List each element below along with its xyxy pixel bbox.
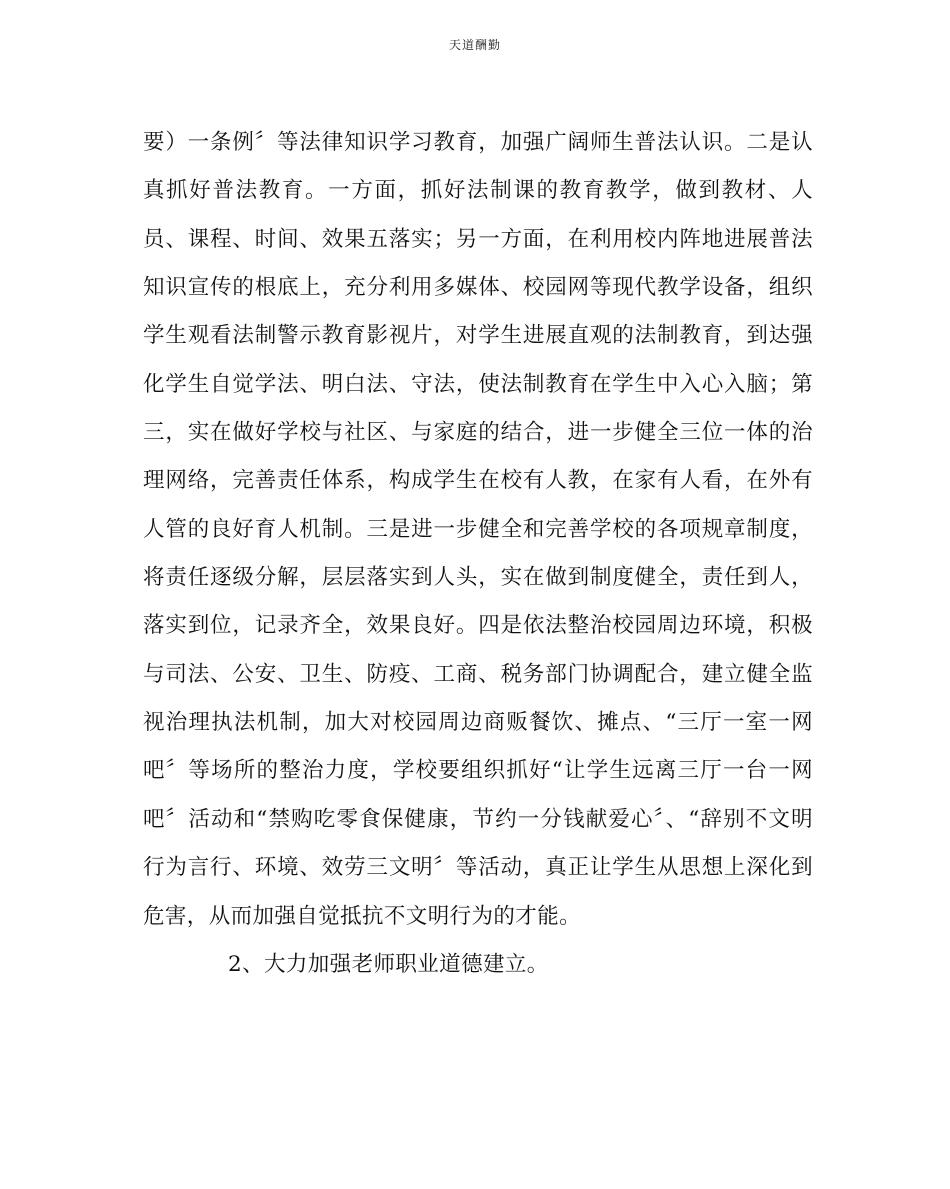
- paragraph-line: 吧〞等场所的整治力度，学校要组织抓好“让学生远离三厅一台一网: [143, 758, 813, 784]
- paragraph-line: 三，实在做好学校与社区、与家庭的结合，进一步健全三位一体的治: [143, 420, 813, 446]
- paragraph-line: 人管的良好育人机制。三是进一步健全和完善学校的各项规章制度，: [143, 516, 813, 542]
- paragraph-line: 化学生自觉学法、明白法、守法，使法制教育在学生中入心入脑；第: [143, 371, 813, 397]
- paragraph-line: 视治理执法机制，加大对校园周边商贩餐饮、摊点、“三厅一室一网: [143, 710, 813, 736]
- paragraph-line: 吧〞活动和“禁购吃零食保健康，节约一分钱献爱心〞、“辞别不文明: [143, 806, 813, 832]
- paragraph-line: 落实到位，记录齐全，效果良好。四是依法整治校园周边环境，积极: [143, 613, 813, 639]
- paragraph-line: 与司法、公安、卫生、防疫、工商、税务部门协调配合，建立健全监: [143, 661, 813, 687]
- paragraph-line: 要）一条例〞等法律知识学习教育，加强广阔师生普法认识。二是认: [143, 130, 813, 155]
- paragraph-line: 学生观看法制警示教育影视片，对学生进展直观的法制教育，到达强: [143, 323, 813, 349]
- paragraph-line: 知识宣传的根底上，充分利用多媒体、校园网等现代教学设备，组织: [143, 275, 813, 301]
- paragraph-line: 将责任逐级分解，层层落实到人头，实在做到制度健全，责任到人，: [143, 565, 813, 591]
- paragraph-line: 真抓好普法教育。一方面，抓好法制课的教育教学，做到教材、人: [143, 178, 813, 204]
- paragraph-line: 行为言行、环境、效劳三文明〞等活动，真正让学生从思想上深化到: [143, 855, 813, 881]
- paragraph-line: 理网络，完善责任体系，构成学生在校有人教，在家有人看，在外有: [143, 468, 813, 494]
- section-heading: 2、大力加强老师职业道德建立。: [228, 951, 549, 977]
- paragraph-line: 员、课程、时间、效果五落实；另一方面，在利用校内阵地进展普法: [143, 226, 813, 252]
- page-header: 天道酬勤: [448, 38, 501, 52]
- body-text: [143, 119, 813, 989]
- paragraph-line-last: 危害，从而加强自觉抵抗不文明行为的才能。: [143, 903, 582, 929]
